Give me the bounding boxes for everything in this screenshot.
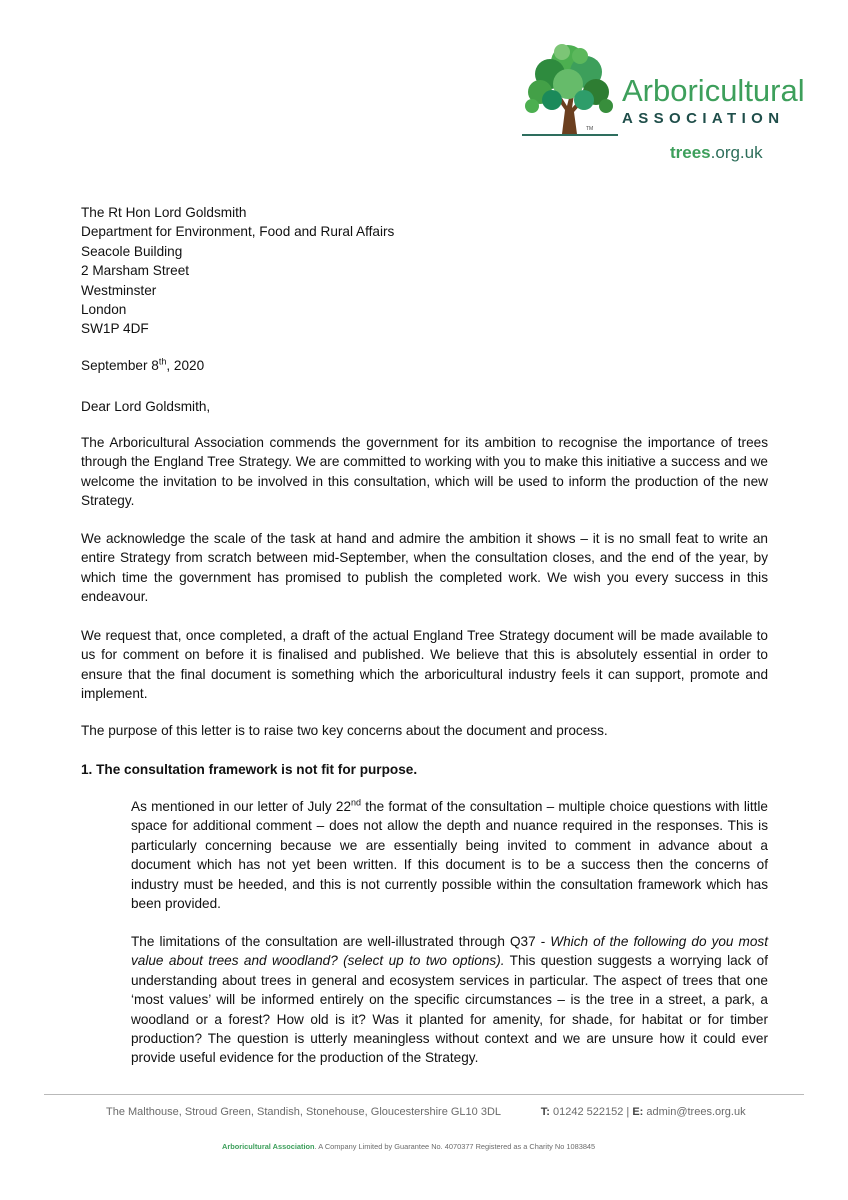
footer-contact	[106, 1106, 746, 1118]
date-year: , 2020	[166, 358, 205, 373]
letter-date	[81, 356, 768, 375]
org-website-bold: trees	[670, 143, 711, 162]
indented-paragraph	[131, 932, 768, 1068]
body-paragraph: We acknowledge the scale of the task at hand and admire the ambition it shows – it is no small feat to write an entire Strategy from scratch between mid-September, when the consultation closes, and the end of the year, by which time the government has promised to publish the completed work. We wish you every success in this endeavour.	[81, 531, 768, 605]
email-label: E:	[632, 1106, 644, 1118]
section-heading: 1. The consultation framework is not fit for purpose.	[81, 762, 418, 777]
company-name: Arboricultural Association	[222, 1142, 315, 1151]
paragraph-text: As mentioned in our letter of July 22	[131, 799, 352, 814]
org-name: Arboricultural	[622, 73, 805, 108]
footer-address: The Malthouse, Stroud Green, Standish, Stonehouse, Gloucestershire GL10 3DL	[106, 1106, 501, 1118]
body-paragraph: The purpose of this letter is to raise two key concerns about the document and process.	[81, 723, 608, 738]
indented-paragraph	[131, 797, 768, 913]
org-association: ASSOCIATION	[622, 110, 785, 127]
footer-email[interactable]: admin@trees.org.uk	[646, 1106, 746, 1118]
tree-icon	[522, 40, 618, 140]
trademark-label: TM	[586, 126, 594, 132]
address-line: Westminster	[81, 282, 157, 298]
body-paragraph: The Arboricultural Association commends the government for its ambition to recognise the importance of trees through the England Tree Strategy. We are committed to working with you to make this initiative a success and we welcome the invitation to be involved in this consultation, which will be used to inform the production of the new Strategy.	[81, 435, 768, 509]
date-ordinal: th	[158, 356, 167, 367]
org-website-rest: .org.uk	[710, 143, 763, 162]
footer-divider	[44, 1094, 804, 1095]
org-website	[670, 143, 763, 163]
address-line: The Rt Hon Lord Goldsmith	[81, 205, 247, 220]
footer-phone: 01242 522152	[552, 1106, 624, 1118]
quoted-question: Which of the following do you most value about trees and woodland? (select up to two options).	[131, 934, 768, 969]
paragraph-text: the format of the consultation – multiple choice questions with little space for additional comment – does not allow the depth and nuance required in the responses. This is particularly concerning because we are essentially being invited to comment in advance about a document which has not yet been written. If this document is to be a success then the concerns of industry must be heeded, and this is not currently possible within the consultation framework which has been provided.	[131, 799, 768, 912]
address-line: London	[81, 302, 127, 318]
recipient-address	[81, 203, 768, 339]
arboricultural-association-logo	[522, 40, 822, 165]
company-registration: . A Company Limited by Guarantee No. 4070377 Registered as a Charity No 1083845	[314, 1142, 596, 1151]
ordinal-sup: nd	[351, 797, 362, 808]
address-line: SW1P 4DF	[81, 321, 149, 337]
footer-separator: |	[626, 1106, 630, 1118]
address-line: Department for Environment, Food and Rural Affairs	[81, 224, 395, 240]
paragraph-text: The limitations of the consultation are well-illustrated through Q37 -	[131, 934, 551, 949]
address-line: Seacole Building	[81, 243, 183, 259]
body-paragraph: We request that, once completed, a draft of the actual England Tree Strategy document will be made available to us for comment on before it is finalised and published. We believe that this is absolutely essential in order to ensure that the final document is something which the arboricultural industry feels it can support, promote and implement.	[81, 628, 768, 702]
paragraph-text: This question suggests a worrying lack of understanding about trees in general and ecosystem services in particular. The aspect of trees that one ‘most values’ will be informed entirely on the specific circumstances – is the tree in a street, a park, a woodland or a forest? How old is it? Was it planted for amenity, for shade, for habitat or for timber production? The question is utterly meaningless without context and we are unsure how it could ever provide useful evidence for the production of the Strategy.	[131, 953, 768, 1066]
tel-label: T:	[540, 1106, 550, 1118]
date-text: September 8	[81, 358, 159, 373]
footer-company	[222, 1142, 595, 1151]
address-line: 2 Marsham Street	[81, 263, 190, 279]
salutation: Dear Lord Goldsmith,	[81, 399, 211, 414]
